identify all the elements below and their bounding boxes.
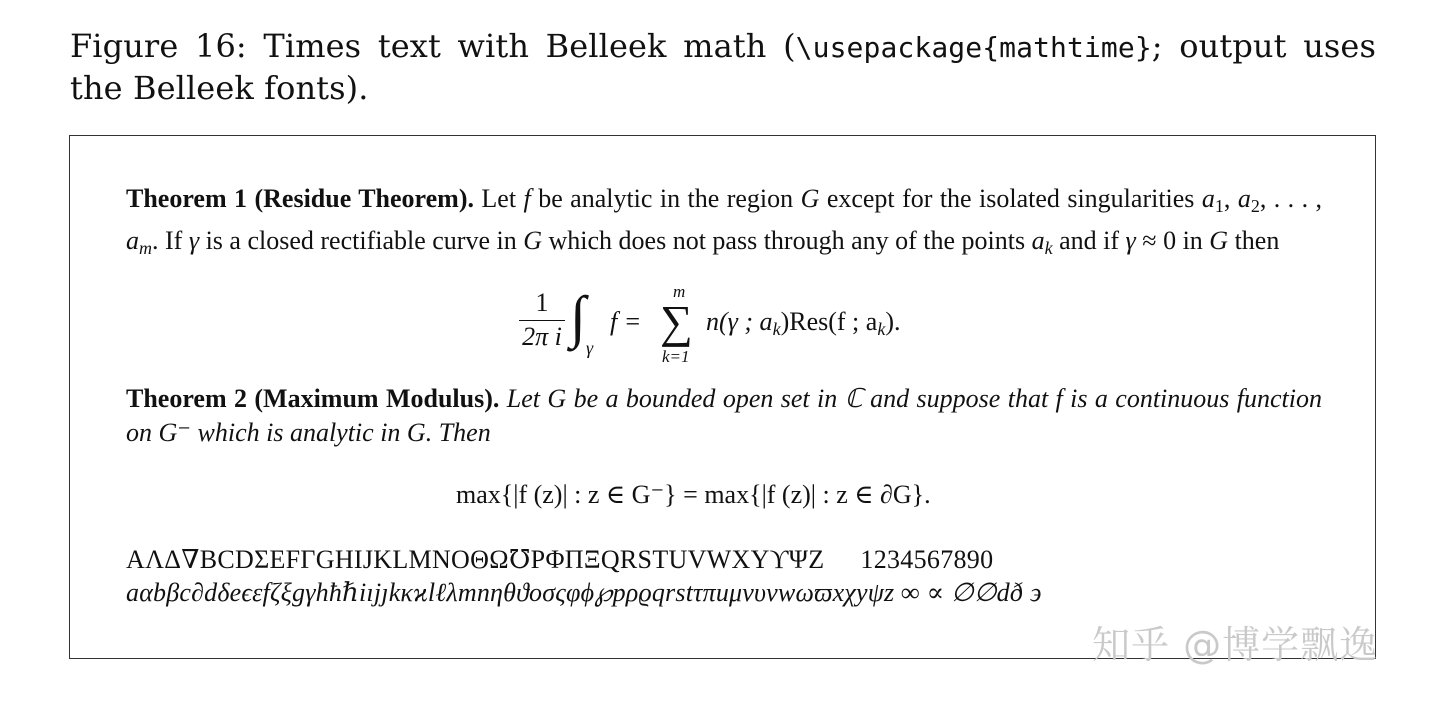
- equation-1-middle: f =: [610, 307, 642, 336]
- figure-caption: [70, 26, 1376, 109]
- equation-2: max{|f (z)| : z ∈ G⁻} = max{|f (z)| : z ∈ ∂G}.: [456, 480, 931, 509]
- equation-1-right: n(γ ; $a_k)Res(f$ ; $a_k$).: [706, 307, 901, 339]
- summation-upper-limit: m: [673, 282, 686, 301]
- summation-lower-limit: k=1: [662, 347, 690, 366]
- theorem-2-heading: Theorem 2 (Maximum Modulus).: [126, 384, 500, 413]
- theorem-2: [126, 382, 1322, 449]
- theorem-2-text: Let G be a bounded open set in ℂ and suppose that f is a continuous function on G⁻ which is analytic in G. Then: [126, 384, 1322, 447]
- glyph-sample-uppercase: AΛΔ∇BCDΣEFΓGHIJKLMNOΘΩ℧PΦΠΞQRSTUVWXYϒΨZ 1234567890: [126, 545, 994, 574]
- caption-code: \usepackage{mathtime}: [795, 31, 1152, 64]
- theorem-1: Theorem 1 (Residue Theorem). Let f be analytic in the region G except for the isolated singularities $a_1$, $a_2$, . . . , $a_m$. If γ is a closed rectifiable curve in G which does not pass through any of the points $a_k$ and if γ ≈ 0 in G then: [126, 184, 1323, 258]
- equation-1-fraction: 1 2π i: [519, 288, 565, 353]
- caption-text-before: Figure 16: Times text with Belleek math (: [70, 27, 796, 65]
- summation-sign: ∑: [660, 296, 693, 347]
- integral-sign: ∫: [570, 284, 586, 349]
- theorem-1-heading: Theorem 1 (Residue Theorem).: [126, 184, 474, 213]
- watermark: 知乎 @博学飘逸: [1092, 623, 1379, 667]
- glyph-sample-digits: 1234567890: [860, 545, 994, 574]
- glyph-sample-lowercase: aαbβc∂dδeϵεfζξgγhħℏiıjȷkκϰlℓλmnηθϑoσςφϕ℘pρϱqrstτπuμνυvwωϖxχyψz ∞ ∝ ∅∅dð ϶: [126, 578, 1041, 607]
- caption-text-after: ; output uses the Belleek fonts).: [70, 27, 1376, 107]
- integral-subscript: γ: [586, 338, 594, 358]
